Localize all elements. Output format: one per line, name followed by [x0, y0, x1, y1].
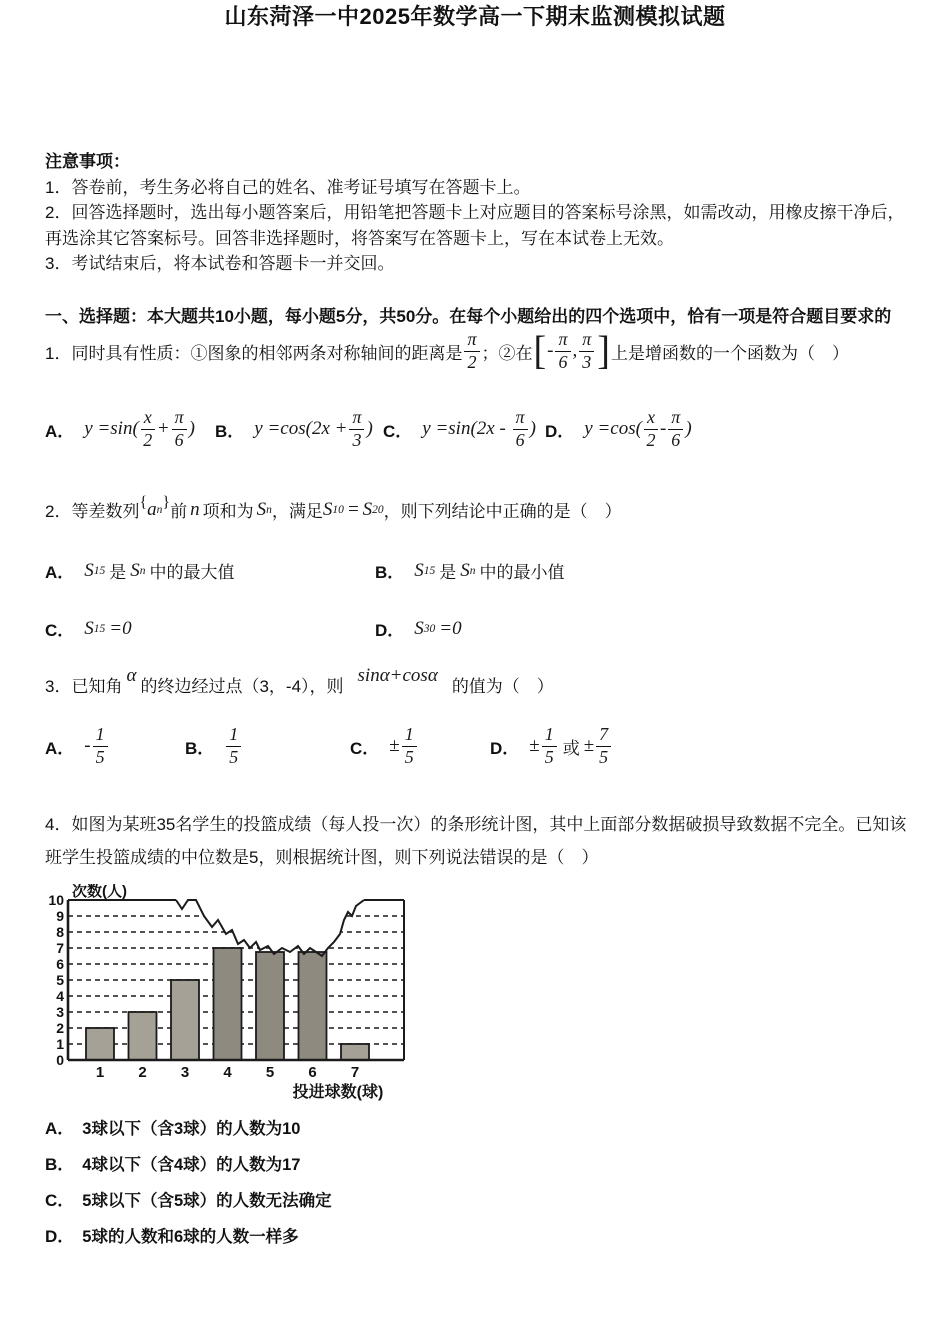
svg-text:7: 7: [350, 1064, 360, 1081]
q4-options: [45, 1114, 332, 1258]
notice-item-1: 1．答卷前，考生务必将自己的姓名、准考证号填写在答题卡上。: [45, 177, 531, 197]
notice-item-2: 2．回答选择题时，选出每小题答案后，用铅笔把答题卡上对应题目的答案标号涂黑，如需改动，用橡皮擦干净后，再选涂其它答案标号。回答非选择题时，将答案写在答题卡上，写在本试卷上无效。: [45, 203, 905, 248]
q1-stem-mid: ；②在: [481, 343, 533, 363]
svg-text:0: 0: [56, 1052, 64, 1068]
q2-option-c: C． S 15 =0: [45, 617, 132, 640]
q1-frac-pi-6: $\frac{\pi}{6}$: [555, 330, 570, 373]
svg-text:5: 5: [56, 972, 64, 988]
q1-option-a: A． y =sin( $\frac{x}{2}$ + $\frac{\pi}{6}$ ): [45, 407, 195, 450]
q4-option-c: C． 5球以下（含5球）的人数无法确定: [45, 1191, 332, 1210]
notice-item-3: 3．考试结束后，将本试卷和答题卡一并交回。: [45, 254, 395, 273]
section-heading: 一、选择题：本大题共10小题，每小题5分，共50分。在每个小题给出的四个选项中，恰有一项是符合题目要求的: [45, 307, 892, 326]
svg-text:8: 8: [56, 924, 64, 940]
q1-frac-pi-2: $\frac{\pi}{2}$: [464, 330, 479, 373]
svg-text:1: 1: [56, 1036, 64, 1052]
svg-text:投进球数(球): 投进球数(球): [292, 1084, 384, 1101]
q1-option-c: C． y =sin(2x - $\frac{\pi}{6}$ ): [383, 407, 536, 450]
svg-text:次数(人): 次数(人): [72, 884, 127, 900]
svg-text:2: 2: [56, 1020, 64, 1036]
q1-option-b: B． y =cos(2x + $\frac{\pi}{3}$ ): [215, 407, 373, 450]
q2-seq-an: { a n }: [139, 493, 171, 520]
q3-option-d: D． ± $\frac{1}{5}$ 或 ± $\frac{7}{5}$: [490, 725, 613, 768]
q4-option-a: A． 3球以下（含3球）的人数为10: [45, 1119, 301, 1138]
q1-interval: [ - $\frac{\pi}{6}$ , $\frac{\pi}{3}$ ]: [533, 329, 610, 374]
svg-text:7: 7: [56, 940, 64, 956]
svg-text:3: 3: [180, 1064, 190, 1081]
svg-text:3: 3: [56, 1004, 64, 1020]
basketball-bar-chart: [46, 884, 428, 1106]
question-3-stem: 3．已知角 α 的终边经过点（3，-4），则 sinα+cosα 的值为（ ）: [45, 664, 554, 696]
q3-option-b: B． $\frac{1}{5}$: [185, 725, 243, 768]
q2-option-d: D． S 30 =0: [375, 617, 462, 640]
question-1-stem: [45, 330, 849, 373]
q2-option-a: A． S 15 是 S n 中的最大值: [45, 559, 235, 582]
svg-text:1: 1: [95, 1064, 105, 1081]
q1-frac-pi-3: $\frac{\pi}{3}$: [579, 330, 594, 373]
q1-option-d: D． y =cos( $\frac{x}{2}$ - $\frac{\pi}{6}$ ): [545, 407, 692, 450]
svg-text:4: 4: [56, 988, 64, 1004]
q3-option-c: C． ± $\frac{1}{5}$: [350, 725, 419, 768]
q2-sn: S n: [256, 498, 272, 520]
notice-heading: 注意事项：: [45, 152, 130, 171]
q1-stem-post: 上是增函数的一个函数为（ ）: [610, 343, 849, 363]
svg-text:10: 10: [48, 892, 64, 908]
notice-section: [45, 149, 907, 277]
svg-text:9: 9: [56, 908, 64, 924]
svg-text:5: 5: [265, 1064, 275, 1081]
q3-option-a: A． - $\frac{1}{5}$: [45, 725, 110, 768]
bar-chart-svg: [46, 884, 428, 1106]
q3-expression: sinα+cosα: [357, 664, 438, 686]
q1-stem-pre: 1．同时具有性质：①图象的相邻两条对称轴间的距离是: [45, 343, 463, 363]
page-title: 山东菏泽一中2025年数学高一下期末监测模拟试题: [224, 4, 726, 29]
q2-option-b: B． S 15 是 S n 中的最小值: [375, 559, 565, 582]
svg-text:6: 6: [308, 1064, 317, 1081]
q4-option-d: D． 5球的人数和6球的人数一样多: [45, 1227, 299, 1246]
svg-text:2: 2: [138, 1064, 147, 1081]
question-2-stem: 2．等差数列 { a n } 前 n 项和为 S n ，满足 S 10 = S 20 ，则下列结论中正确的是（ ）: [45, 493, 622, 521]
svg-text:4: 4: [223, 1064, 232, 1081]
question-4-stem: 4．如图为某班35名学生的投篮成绩（每人投一次）的条形统计图，其中上面部分数据破损导致数据不完全。已知该班学生投篮成绩的中位数是5，则根据统计图，则下列说法错误的是（ ）: [45, 815, 907, 867]
q4-option-b: B． 4球以下（含4球）的人数为17: [45, 1155, 301, 1174]
q3-alpha: α: [126, 664, 137, 686]
q2-s10-s20: S 10 = S 20: [322, 498, 384, 520]
svg-text:6: 6: [56, 956, 64, 972]
